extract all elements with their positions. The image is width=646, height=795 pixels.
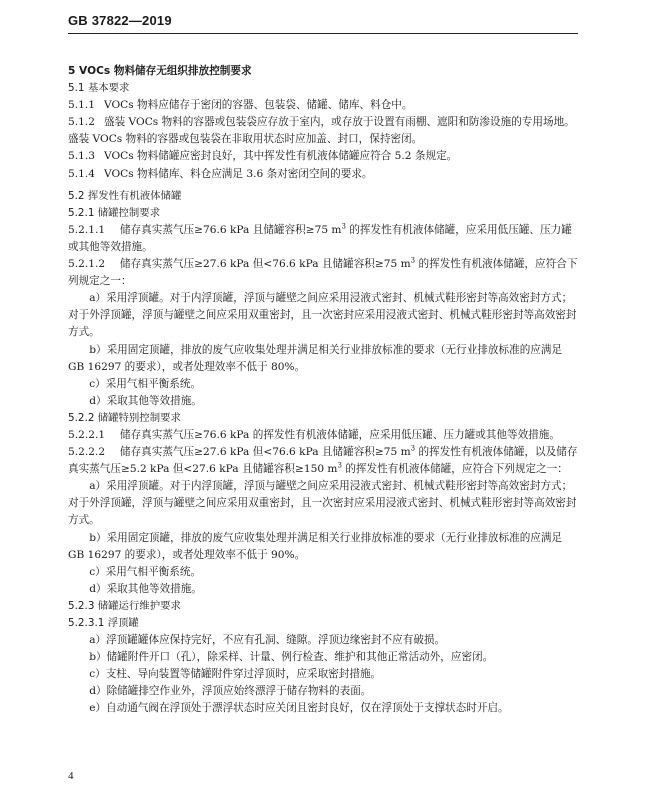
list-item: b）储罐附件开口（孔），除采样、计量、例行检查、维护和其他正常活动外，应密闭。 — [89, 651, 494, 664]
clause-text: 储存真实蒸气压≥27.6 kPa 但<76.6 kPa 且储罐容积≥75 m — [120, 446, 411, 459]
superscript: 3 — [341, 222, 346, 231]
page-number: 4 — [68, 770, 74, 782]
clause-5-2-2-1 — [68, 427, 580, 444]
list-item: d）采取其他等效措施。 — [89, 582, 202, 595]
clause-5-2-1-1 — [68, 222, 580, 256]
section-5-2-1-heading: 5.2.1 储罐控制要求 — [68, 206, 161, 219]
clause-number: 5.2.2.2 — [68, 446, 106, 459]
clause-5-1-4 — [68, 166, 580, 183]
document-body — [68, 63, 580, 718]
list-item: c）支柱、导向装置等储罐附件穿过浮顶时，应采取密封措施。 — [89, 668, 382, 681]
clause-text: 盛装 VOCs 物料的容器或包装袋应存放于室内，或存放于设置有雨棚、遮阳和防渗设施的专用场地。盛装 VOCs 物料的容器或包装袋在非取用状态时应加盖、封口，保持密闭。 — [68, 116, 575, 146]
header-rule — [68, 33, 578, 34]
superscript: 3 — [337, 461, 342, 470]
list-item: a）采用浮顶罐。对于内浮顶罐，浮顶与罐壁之间应采用浸液式密封、机械式鞋形密封等高效密封方式；对于外浮顶罐，浮顶与罐壁之间应采用双重密封，且一次密封应采用浸液式密封、机械式鞋形密封等高效密封方式。 — [68, 480, 577, 527]
clause-number: 5.2.2.1 — [68, 428, 106, 441]
clause-text: 储存真实蒸气压≥76.6 kPa 的挥发性有机液体储罐，应采用低压罐、压力罐或其他等效措施。 — [120, 428, 560, 441]
list-item: a）采用浮顶罐。对于内浮顶罐，浮顶与罐壁之间应采用浸液式密封、机械式鞋形密封等高效密封方式；对于外浮顶罐，浮顶与罐壁之间应采用双重密封，且一次密封应采用浸液式密封、机械式鞋形密封等高效密封方式。 — [68, 292, 577, 339]
section-5-2-heading: 5.2 挥发性有机液体储罐 — [68, 189, 182, 202]
clause-number: 5.2.1.2 — [68, 258, 106, 271]
list-item: d）除储罐排空作业外，浮顶应始终漂浮于储存物料的表面。 — [89, 685, 372, 698]
clause-5-2-1-2 — [68, 256, 580, 290]
clause-text-cont: 的挥发性有机液体储罐，以及储存真实蒸气压≥5.2 kPa 但<27.6 kPa 且储罐容积≥150 m — [68, 446, 578, 476]
clause-5-2-2-2 — [68, 444, 580, 478]
list-item: a）浮顶罐罐体应保持完好，不应有孔洞、缝隙。浮顶边缘密封不应有破损。 — [89, 634, 446, 647]
clause-5-1-3 — [68, 148, 580, 165]
superscript: 3 — [410, 256, 416, 265]
clause-5-1-1 — [68, 97, 580, 114]
list-item: b）采用固定顶罐，排放的废气应收集处理并满足相关行业排放标准的要求（无行业排放标准的应满足 GB 16297 的要求），或者处理效率不低于 90%。 — [68, 531, 563, 561]
list-item: c）采用气相平衡系统。 — [89, 377, 202, 390]
section-5-2-3-1-heading: 5.2.3.1 浮顶罐 — [68, 617, 139, 629]
list-item: d）采取其他等效措施。 — [89, 394, 202, 407]
clause-text-cont: 的挥发性有机液体储罐，应符合下列规定之一： — [341, 463, 568, 476]
clause-text: VOCs 物料应储存于密闭的容器、包装袋、储罐、储库、料仓中。 — [104, 99, 413, 112]
clause-text: 储存真实蒸气压≥27.6 kPa 但<76.6 kPa 且储罐容积≥75 m — [120, 258, 411, 271]
clause-5-1-2 — [68, 114, 580, 148]
clause-text: VOCs 物料储库、料仓应满足 3.6 条对密闭空间的要求。 — [104, 167, 373, 180]
clause-number: 5.1.1 — [68, 99, 95, 112]
clause-text-cont: 的挥发性有机液体储罐，应符合下列规定之一： — [68, 258, 578, 288]
clause-number: 5.1.3 — [68, 150, 95, 163]
clause-number: 5.2.1.1 — [68, 223, 106, 236]
section-5-1-heading: 5.1 基本要求 — [68, 82, 130, 95]
standard-number: GB 37822—2019 — [68, 13, 172, 28]
list-item: c）采用气相平衡系统。 — [89, 565, 202, 578]
section-5-2-2-heading: 5.2.2 储罐特别控制要求 — [68, 411, 181, 424]
clause-number: 5.1.2 — [68, 116, 95, 129]
section-5-2-3-heading: 5.2.3 储罐运行维护要求 — [68, 599, 181, 612]
clause-number: 5.1.4 — [68, 167, 95, 180]
list-item: e）自动通气阀在浮顶处于漂浮状态时应关闭且密封良好，仅在浮顶处于支撑状态时开启。 — [89, 702, 509, 715]
list-item: b）采用固定顶罐，排放的废气应收集处理并满足相关行业排放标准的要求（无行业排放标准的应满足 GB 16297 的要求），或者处理效率不低于 80%。 — [68, 343, 563, 373]
clause-text: 储存真实蒸气压≥76.6 kPa 且储罐容积≥75 m — [120, 223, 342, 236]
clause-text: VOCs 物料储罐应密封良好，其中挥发性有机液体储罐应符合 5.2 条规定。 — [104, 150, 458, 163]
section-5-heading: 5 VOCs 物料储存无组织排放控制要求 — [68, 65, 252, 77]
clause-text-cont: 的挥发性有机液体储罐，应采用低压罐、压力罐或其他等效措施。 — [68, 223, 572, 253]
superscript: 3 — [410, 444, 416, 453]
